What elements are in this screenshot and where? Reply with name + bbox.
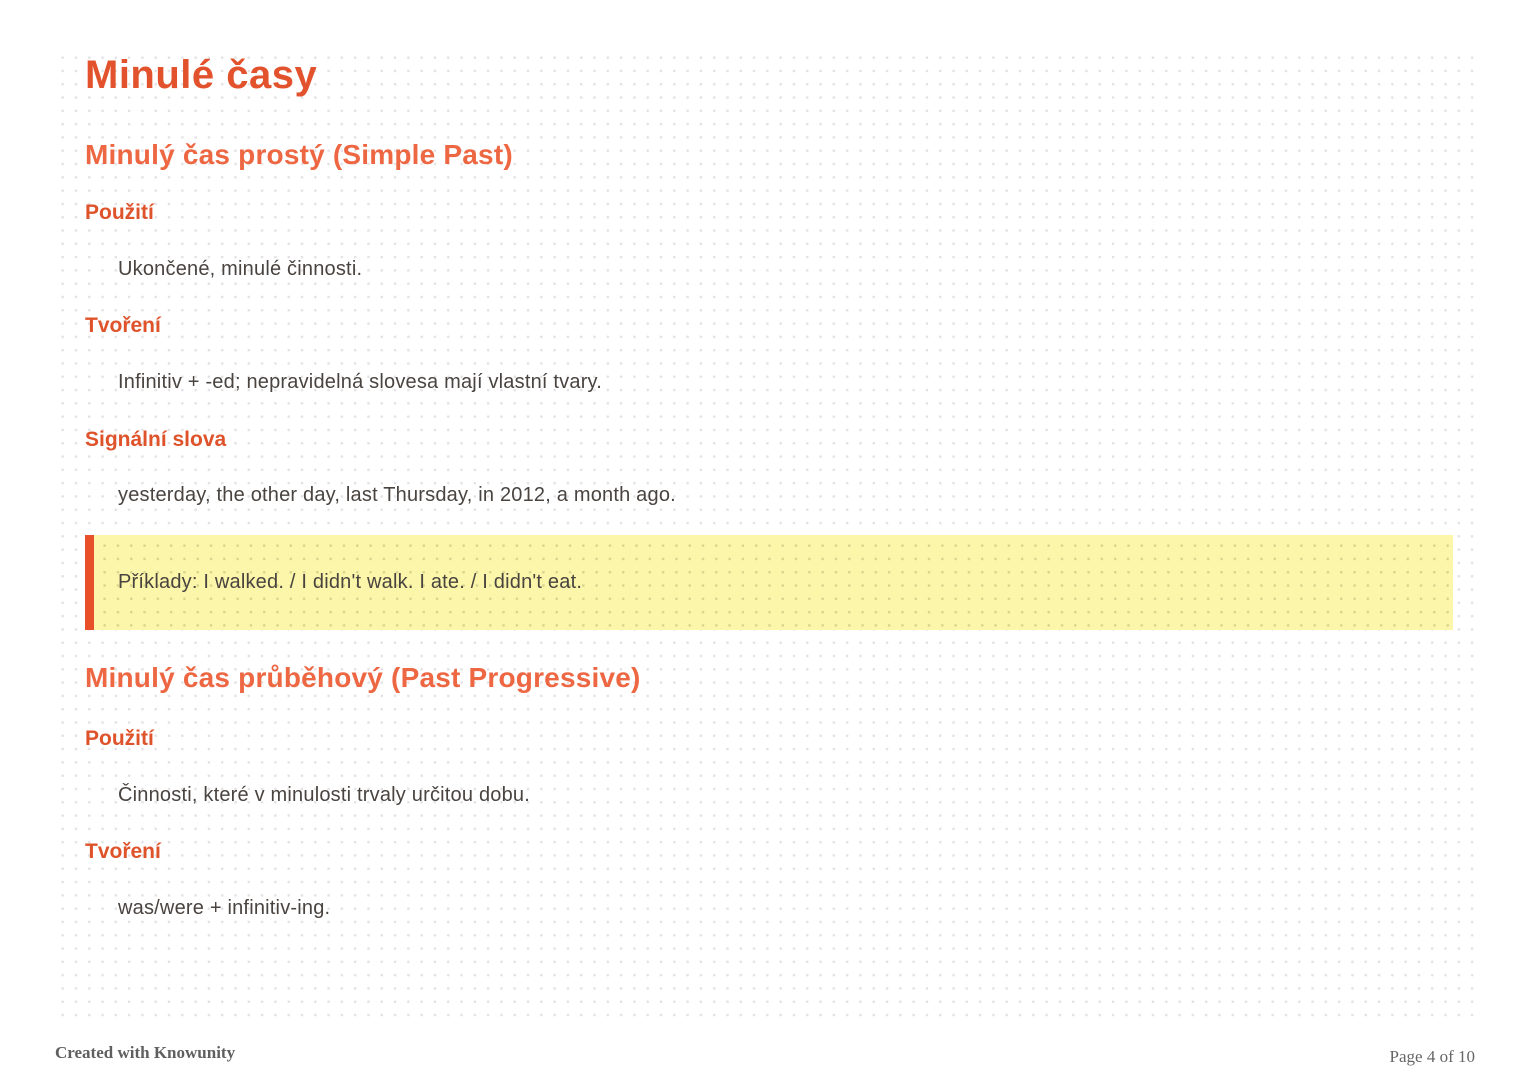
section-heading-past-progressive: Minulý čas průběhový (Past Progressive) (85, 662, 641, 693)
block-text-tvoreni-2: was/were + infinitiv-ing. (118, 897, 331, 919)
block-label-pouziti-2: Použití (85, 727, 154, 750)
page-title: Minulé časy (85, 53, 318, 97)
footer-page-number: Page 4 of 10 (1389, 1047, 1475, 1066)
block-text-pouziti-1: Ukončené, minulé činnosti. (118, 258, 363, 280)
examples-callout-text: Příklady: I walked. / I didn't walk. I ate. / I didn't eat. (118, 571, 583, 593)
footer-branding: Created with Knowunity (55, 1043, 236, 1062)
block-text-pouziti-2: Činnosti, které v minulosti trvaly určitou dobu. (118, 784, 530, 806)
block-text-tvoreni-1: Infinitiv + -ed; nepravidelná slovesa mají vlastní tvary. (118, 371, 603, 393)
examples-callout (85, 535, 1453, 630)
section-heading-simple-past: Minulý čas prostý (Simple Past) (85, 139, 513, 170)
block-label-tvoreni-1: Tvoření (85, 314, 161, 337)
block-label-tvoreni-2: Tvoření (85, 840, 161, 863)
block-label-pouziti-1: Použití (85, 201, 154, 224)
block-label-signalni-slova: Signální slova (85, 428, 227, 451)
block-text-signalni-slova: yesterday, the other day, last Thursday, in 2012, a month ago. (118, 484, 676, 506)
dotted-paper (52, 47, 1474, 1018)
